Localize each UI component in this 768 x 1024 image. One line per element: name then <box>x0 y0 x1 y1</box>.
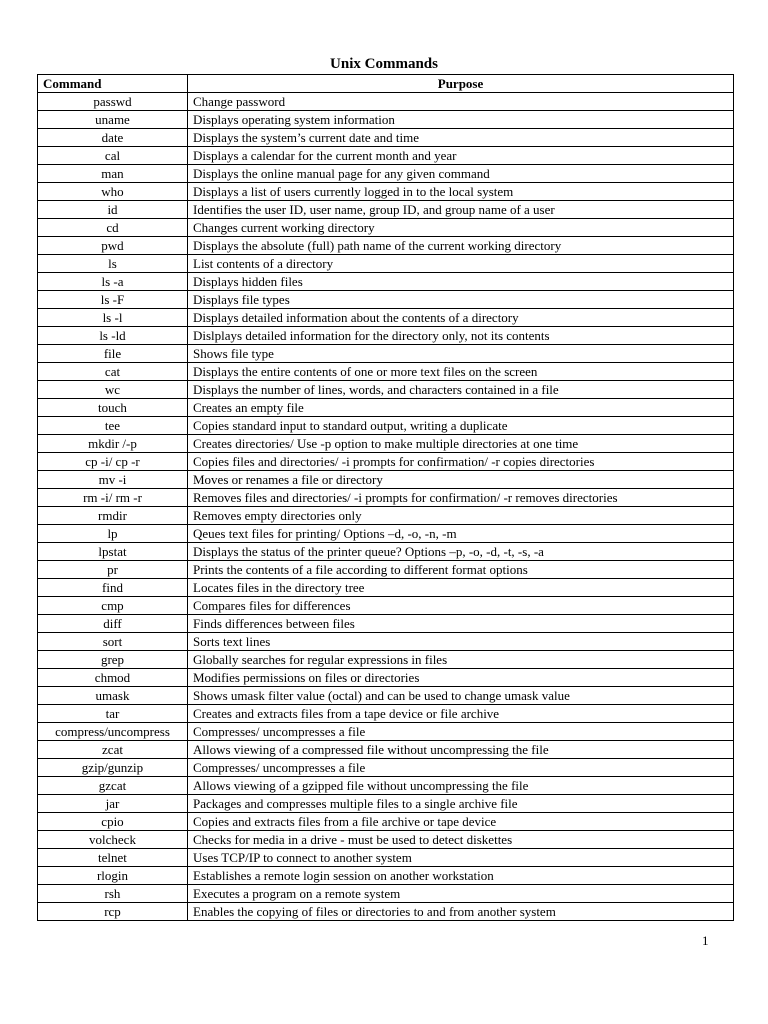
command-cell: ls -a <box>38 273 188 291</box>
purpose-cell: Displays a calendar for the current month and year <box>188 147 734 165</box>
table-row <box>38 309 734 327</box>
purpose-cell: Finds differences between files <box>188 615 734 633</box>
purpose-cell: Establishes a remote login session on another workstation <box>188 867 734 885</box>
purpose-cell: Copies standard input to standard output, writing a duplicate <box>188 417 734 435</box>
table-row <box>38 273 734 291</box>
purpose-cell: Enables the copying of files or directories to and from another system <box>188 903 734 921</box>
command-cell: tee <box>38 417 188 435</box>
command-cell: rsh <box>38 885 188 903</box>
table-row <box>38 669 734 687</box>
table-row <box>38 399 734 417</box>
command-cell: mv -i <box>38 471 188 489</box>
command-cell: compress/uncompress <box>38 723 188 741</box>
table-row <box>38 615 734 633</box>
purpose-cell: Change password <box>188 93 734 111</box>
table-row <box>38 183 734 201</box>
table-header <box>38 75 734 93</box>
table-row <box>38 435 734 453</box>
purpose-cell: Compares files for differences <box>188 597 734 615</box>
table-row <box>38 201 734 219</box>
purpose-cell: Displays the number of lines, words, and characters contained in a file <box>188 381 734 399</box>
command-cell: cd <box>38 219 188 237</box>
command-cell: chmod <box>38 669 188 687</box>
table-row <box>38 507 734 525</box>
purpose-cell: Copies files and directories/ -i prompts for confirmation/ -r copies directories <box>188 453 734 471</box>
command-cell: lpstat <box>38 543 188 561</box>
command-cell: mkdir /-p <box>38 435 188 453</box>
purpose-cell: Moves or renames a file or directory <box>188 471 734 489</box>
purpose-cell: Prints the contents of a file according to different format options <box>188 561 734 579</box>
command-cell: cal <box>38 147 188 165</box>
command-cell: volcheck <box>38 831 188 849</box>
header-row <box>38 75 734 93</box>
command-cell: passwd <box>38 93 188 111</box>
table-row <box>38 561 734 579</box>
table-row <box>38 885 734 903</box>
table-row <box>38 705 734 723</box>
purpose-cell: Creates and extracts files from a tape device or file archive <box>188 705 734 723</box>
command-cell: wc <box>38 381 188 399</box>
table-row <box>38 327 734 345</box>
purpose-cell: Removes empty directories only <box>188 507 734 525</box>
command-cell: cmp <box>38 597 188 615</box>
purpose-cell: List contents of a directory <box>188 255 734 273</box>
table-body <box>38 93 734 921</box>
table-row <box>38 111 734 129</box>
purpose-cell: Allows viewing of a gzipped file without uncompressing the file <box>188 777 734 795</box>
command-cell: grep <box>38 651 188 669</box>
purpose-cell: Shows file type <box>188 345 734 363</box>
command-cell: diff <box>38 615 188 633</box>
command-cell: cpio <box>38 813 188 831</box>
purpose-cell: Displays the status of the printer queue? Options –p, -o, -d, -t, -s, -a <box>188 543 734 561</box>
table-row <box>38 237 734 255</box>
command-cell: rmdir <box>38 507 188 525</box>
command-cell: uname <box>38 111 188 129</box>
purpose-cell: Displays detailed information about the contents of a directory <box>188 309 734 327</box>
command-cell: id <box>38 201 188 219</box>
command-cell: jar <box>38 795 188 813</box>
purpose-column-header: Purpose <box>188 75 734 93</box>
command-cell: date <box>38 129 188 147</box>
purpose-cell: Compresses/ uncompresses a file <box>188 759 734 777</box>
purpose-cell: Displays file types <box>188 291 734 309</box>
table-row <box>38 219 734 237</box>
command-cell: ls -F <box>38 291 188 309</box>
purpose-cell: Globally searches for regular expressions in files <box>188 651 734 669</box>
purpose-cell: Locates files in the directory tree <box>188 579 734 597</box>
command-cell: man <box>38 165 188 183</box>
purpose-cell: Displays the absolute (full) path name of the current working directory <box>188 237 734 255</box>
command-cell: ls -ld <box>38 327 188 345</box>
command-cell: rlogin <box>38 867 188 885</box>
commands-table <box>37 74 734 921</box>
table-row <box>38 417 734 435</box>
purpose-cell: Allows viewing of a compressed file without uncompressing the file <box>188 741 734 759</box>
purpose-cell: Shows umask filter value (octal) and can be used to change umask value <box>188 687 734 705</box>
purpose-cell: Displays the entire contents of one or more text files on the screen <box>188 363 734 381</box>
purpose-cell: Sorts text lines <box>188 633 734 651</box>
table-row <box>38 453 734 471</box>
table-row <box>38 147 734 165</box>
purpose-cell: Copies and extracts files from a file archive or tape device <box>188 813 734 831</box>
table-row <box>38 597 734 615</box>
table-row <box>38 525 734 543</box>
page-title: Unix Commands <box>330 56 438 72</box>
page-number: 1 <box>702 933 709 948</box>
table-row <box>38 543 734 561</box>
table-row <box>38 291 734 309</box>
table-row <box>38 579 734 597</box>
table-row <box>38 831 734 849</box>
purpose-cell: Creates an empty file <box>188 399 734 417</box>
table-row <box>38 165 734 183</box>
table-row <box>38 93 734 111</box>
command-cell: pr <box>38 561 188 579</box>
command-cell: ls -l <box>38 309 188 327</box>
purpose-cell: Displays a list of users currently logged in to the local system <box>188 183 734 201</box>
purpose-cell: Executes a program on a remote system <box>188 885 734 903</box>
table-row <box>38 471 734 489</box>
table-row <box>38 345 734 363</box>
purpose-cell: Displays hidden files <box>188 273 734 291</box>
purpose-cell: Displays operating system information <box>188 111 734 129</box>
table-row <box>38 867 734 885</box>
table-row <box>38 129 734 147</box>
table-row <box>38 363 734 381</box>
command-cell: lp <box>38 525 188 543</box>
table-row <box>38 903 734 921</box>
command-cell: file <box>38 345 188 363</box>
table-row <box>38 759 734 777</box>
command-cell: gzip/gunzip <box>38 759 188 777</box>
command-cell: touch <box>38 399 188 417</box>
command-cell: gzcat <box>38 777 188 795</box>
table-row <box>38 777 734 795</box>
command-cell: telnet <box>38 849 188 867</box>
command-cell: cp -i/ cp -r <box>38 453 188 471</box>
table-row <box>38 687 734 705</box>
command-cell: rcp <box>38 903 188 921</box>
command-column-header: Command <box>38 75 188 93</box>
table-row <box>38 849 734 867</box>
purpose-cell: Removes files and directories/ -i prompts for confirmation/ -r removes directories <box>188 489 734 507</box>
command-cell: tar <box>38 705 188 723</box>
command-cell: ls <box>38 255 188 273</box>
purpose-cell: Modifies permissions on files or directories <box>188 669 734 687</box>
table-row <box>38 651 734 669</box>
command-cell: umask <box>38 687 188 705</box>
command-cell: sort <box>38 633 188 651</box>
table-row <box>38 381 734 399</box>
table-row <box>38 489 734 507</box>
purpose-cell: Checks for media in a drive - must be used to detect diskettes <box>188 831 734 849</box>
table-row <box>38 795 734 813</box>
purpose-cell: Packages and compresses multiple files to a single archive file <box>188 795 734 813</box>
purpose-cell: Creates directories/ Use -p option to make multiple directories at one time <box>188 435 734 453</box>
command-cell: rm -i/ rm -r <box>38 489 188 507</box>
purpose-cell: Qeues text files for printing/ Options –d, -o, -n, -m <box>188 525 734 543</box>
table-row <box>38 741 734 759</box>
purpose-cell: Compresses/ uncompresses a file <box>188 723 734 741</box>
table-row <box>38 633 734 651</box>
purpose-cell: Identifies the user ID, user name, group ID, and group name of a user <box>188 201 734 219</box>
purpose-cell: Displays the system’s current date and time <box>188 129 734 147</box>
table-row <box>38 723 734 741</box>
command-cell: zcat <box>38 741 188 759</box>
purpose-cell: Changes current working directory <box>188 219 734 237</box>
table-row <box>38 255 734 273</box>
command-cell: find <box>38 579 188 597</box>
purpose-cell: Displays the online manual page for any given command <box>188 165 734 183</box>
command-cell: pwd <box>38 237 188 255</box>
table-row <box>38 813 734 831</box>
command-cell: cat <box>38 363 188 381</box>
purpose-cell: Dislplays detailed information for the directory only, not its contents <box>188 327 734 345</box>
command-cell: who <box>38 183 188 201</box>
purpose-cell: Uses TCP/IP to connect to another system <box>188 849 734 867</box>
